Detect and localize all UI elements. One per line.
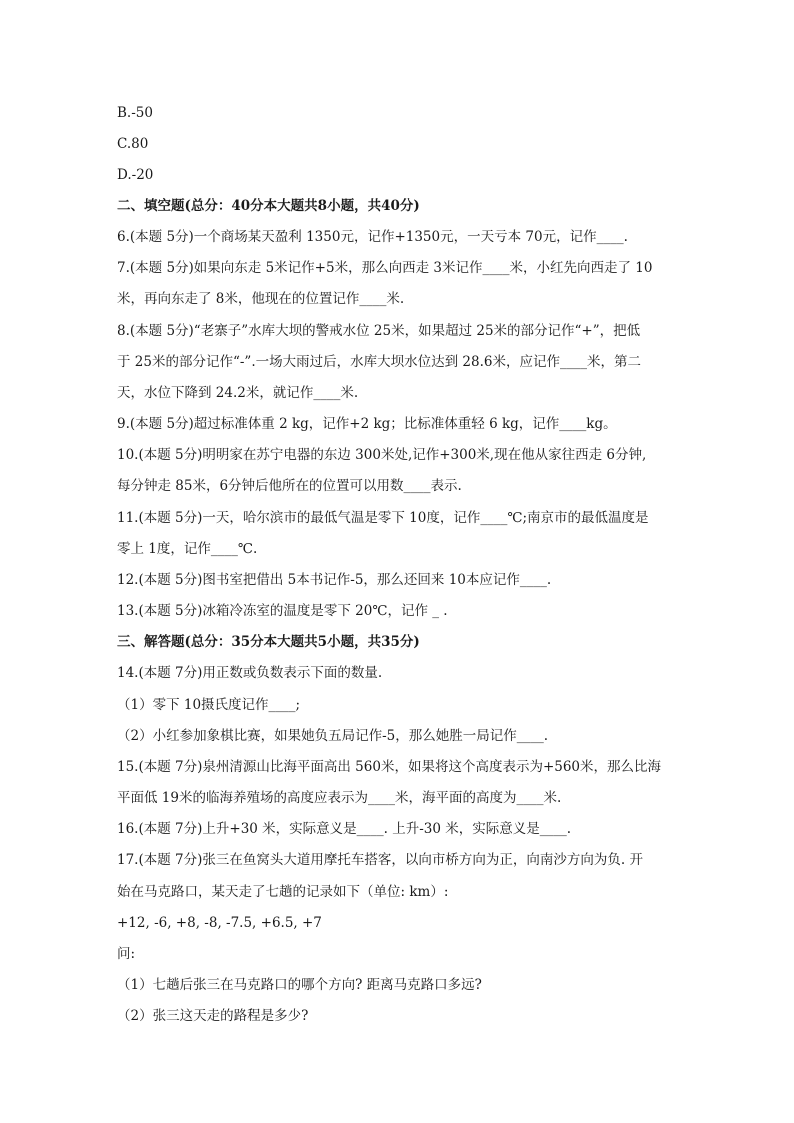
question-8-line-1: 8.(本题 5分)“老寨子”水库大坝的警戒水位 25米，如果超过 25米的部分记作“+”，把低 — [117, 323, 641, 339]
question-17-part-1: （1）七趟后张三在马克路口的哪个方向? 距离马克路口多远? — [117, 977, 482, 993]
question-10-line-1: 10.(本题 5分)明明家在苏宁电器的东边 300米处,记作+300米,现在他从家往西走 6分钟, — [117, 447, 647, 463]
question-13: 13.(本题 5分)冰箱冷冻室的温度是零下 20℃，记作 _ . — [117, 603, 448, 619]
question-11-line-2: 零上 1度，记作____℃. — [117, 541, 258, 557]
question-17-part-2: （2）张三这天走的路程是多少? — [117, 1008, 309, 1024]
option-c: C.80 — [117, 136, 149, 152]
question-17-ask: 问: — [117, 946, 136, 962]
question-14: 14.(本题 7分)用正数或负数表示下面的数量. — [117, 665, 383, 681]
question-11-line-1: 11.(本题 5分)一天，哈尔滨市的最低气温是零下 10度，记作____℃;南京市的最低温度是 — [117, 510, 649, 526]
section-heading-answer: 三、解答题(总分：35分本大题共5小题，共35分) — [117, 634, 420, 650]
question-14-part-1: （1）零下 10摄氏度记作____; — [117, 697, 301, 713]
question-10-line-2: 每分钟走 85米，6分钟后他所在的位置可以用数____表示. — [117, 478, 462, 494]
question-15-line-1: 15.(本题 7分)泉州清源山比海平面高出 560米，如果将这个高度表示为+560米，那么比海 — [117, 759, 662, 775]
question-17-line-2: 始在马克路口，某天走了七趟的记录如下（单位: km）: — [117, 884, 449, 900]
section-heading-fill-in: 二、填空题(总分：40分本大题共8小题，共40分) — [117, 198, 420, 214]
option-d: D.-20 — [117, 167, 154, 183]
question-7-line-2: 米，再向东走了 8米，他现在的位置记作____米. — [117, 291, 405, 307]
question-8-line-2: 于 25米的部分记作“-”.一场大雨过后，水库大坝水位达到 28.6米，应记作____米，第二 — [117, 354, 641, 370]
question-16: 16.(本题 7分)上升+30 米，实际意义是____. 上升-30 米，实际意义是____. — [117, 821, 572, 837]
question-6: 6.(本题 5分)一个商场某天盈利 1350元，记作+1350元，一天亏本 70元，记作____. — [117, 229, 628, 245]
question-17-data: +12, -6, +8, -8, -7.5, +6.5, +7 — [117, 915, 322, 931]
option-b: B.-50 — [117, 105, 153, 121]
question-12: 12.(本题 5分)图书室把借出 5本书记作-5，那么还回来 10本应记作____. — [117, 572, 552, 588]
question-14-part-2: （2）小红参加象棋比赛，如果她负五局记作-5，那么她胜一局记作____. — [117, 728, 549, 744]
question-8-line-3: 天，水位下降到 24.2米，就记作____米. — [117, 385, 359, 401]
question-7-line-1: 7.(本题 5分)如果向东走 5米记作+5米，那么向西走 3米记作____米，小红先向西走了 10 — [117, 260, 653, 276]
question-9: 9.(本题 5分)超过标准体重 2 kg，记作+2 kg；比标准体重轻 6 kg，记作____kg。 — [117, 416, 617, 432]
question-15-line-2: 平面低 19米的临海养殖场的高度应表示为____米，海平面的高度为____米. — [117, 790, 562, 806]
question-17-line-1: 17.(本题 7分)张三在鱼窝头大道用摩托车搭客，以向市桥方向为正，向南沙方向为负. 开 — [117, 852, 643, 868]
